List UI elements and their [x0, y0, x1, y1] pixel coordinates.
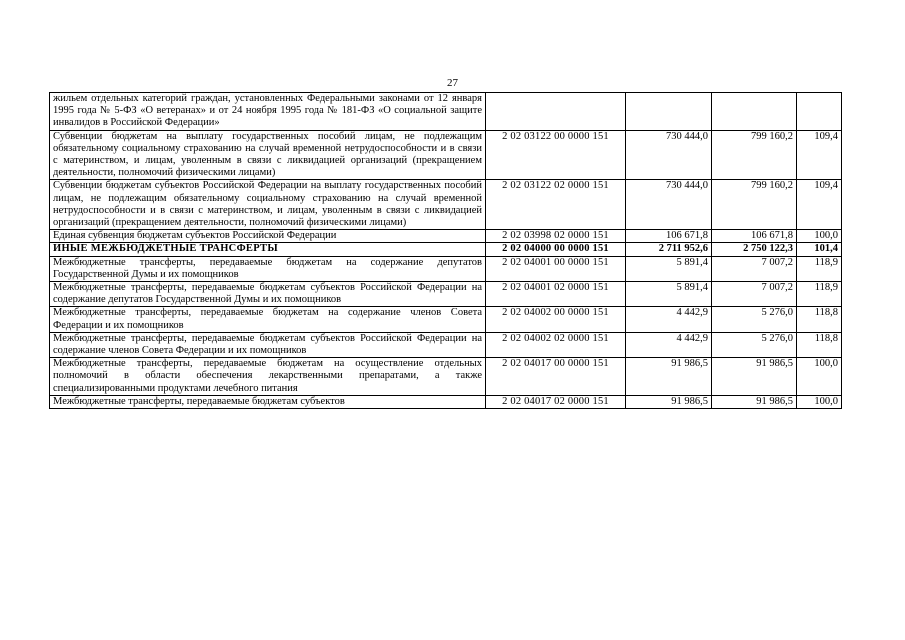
row-plan: 106 671,8	[626, 230, 712, 243]
table-row-section-total	[50, 243, 842, 256]
row-percent: 101,4	[797, 243, 842, 256]
table-row	[50, 230, 842, 243]
row-fact: 2 750 122,3	[712, 243, 797, 256]
row-name: Единая субвенция бюджетам субъектов Российской Федерации	[50, 230, 486, 243]
row-fact: 7 007,2	[712, 282, 797, 307]
row-name: Межбюджетные трансферты, передаваемые бюджетам субъектов Российской Федерации на содержание депутатов Государственной Думы и их помощников	[50, 282, 486, 307]
row-name: Межбюджетные трансферты, передаваемые бюджетам на содержание депутатов Государственной Думы и их помощников	[50, 256, 486, 281]
row-name: Межбюджетные трансферты, передаваемые бюджетам на осуществление отдельных полномочий в области обеспечения лекарственными препаратами, а также специализированными продуктами лечебного питания	[50, 358, 486, 396]
row-percent: 118,9	[797, 256, 842, 281]
row-code: 2 02 03122 02 0000 151	[486, 180, 626, 230]
row-name: Межбюджетные трансферты, передаваемые бюджетам субъектов	[50, 395, 486, 408]
table-row	[50, 395, 842, 408]
row-plan: 730 444,0	[626, 180, 712, 230]
row-name: ИНЫЕ МЕЖБЮДЖЕТНЫЕ ТРАНСФЕРТЫ	[50, 243, 486, 256]
row-code	[486, 93, 626, 131]
row-plan: 4 442,9	[626, 332, 712, 357]
table-row	[50, 256, 842, 281]
row-fact: 106 671,8	[712, 230, 797, 243]
row-percent: 100,0	[797, 230, 842, 243]
row-name: жильем отдельных категорий граждан, установленных Федеральными законами от 12 января 1995 года № 5-ФЗ «О ветеранах» и от 24 ноября 1995 года № 181-ФЗ «О социальной защите инвалидов в Российской Федерации»	[50, 93, 486, 131]
row-plan: 730 444,0	[626, 130, 712, 180]
table-row	[50, 282, 842, 307]
row-fact: 91 986,5	[712, 358, 797, 396]
table-row	[50, 180, 842, 230]
row-percent: 109,4	[797, 180, 842, 230]
row-fact: 799 160,2	[712, 130, 797, 180]
row-code: 2 02 04002 02 0000 151	[486, 332, 626, 357]
row-plan: 2 711 952,6	[626, 243, 712, 256]
row-name: Субвенции бюджетам на выплату государственных пособий лицам, не подлежащим обязательному социальному страхованию на случай временной нетрудоспособности и в связи с материнством, и лицам, уволенным в связи с ликвидацией организаций (прекращением деятельности, полномочий физическими лицами)	[50, 130, 486, 180]
row-name: Межбюджетные трансферты, передаваемые бюджетам субъектов Российской Федерации на содержание членов Совета Федерации и их помощников	[50, 332, 486, 357]
row-code: 2 02 03998 02 0000 151	[486, 230, 626, 243]
row-percent	[797, 93, 842, 131]
row-plan: 5 891,4	[626, 282, 712, 307]
row-fact: 91 986,5	[712, 395, 797, 408]
row-plan: 5 891,4	[626, 256, 712, 281]
row-percent: 100,0	[797, 358, 842, 396]
table-row	[50, 307, 842, 332]
row-percent: 100,0	[797, 395, 842, 408]
row-code: 2 02 04001 00 0000 151	[486, 256, 626, 281]
row-percent: 109,4	[797, 130, 842, 180]
row-code: 2 02 04017 00 0000 151	[486, 358, 626, 396]
row-plan: 91 986,5	[626, 395, 712, 408]
row-plan: 4 442,9	[626, 307, 712, 332]
row-code: 2 02 04002 00 0000 151	[486, 307, 626, 332]
row-name: Субвенции бюджетам субъектов Российской Федерации на выплату государственных пособий лицам, не подлежащим обязательному социальному страхованию на случай временной нетрудоспособности и в связи с материнством, и лицам, уволенным в связи с ликвидацией организаций (прекращением деятельности, полномочий физическими лицами)	[50, 180, 486, 230]
row-code: 2 02 04001 02 0000 151	[486, 282, 626, 307]
row-fact: 5 276,0	[712, 332, 797, 357]
row-name: Межбюджетные трансферты, передаваемые бюджетам на содержание членов Совета Федерации и их помощников	[50, 307, 486, 332]
row-percent: 118,8	[797, 332, 842, 357]
row-fact	[712, 93, 797, 131]
table-row	[50, 93, 842, 131]
row-fact: 799 160,2	[712, 180, 797, 230]
page-number: 27	[447, 77, 458, 89]
row-code: 2 02 03122 00 0000 151	[486, 130, 626, 180]
row-percent: 118,9	[797, 282, 842, 307]
row-code: 2 02 04000 00 0000 151	[486, 243, 626, 256]
table-row	[50, 332, 842, 357]
table-row	[50, 358, 842, 396]
row-fact: 7 007,2	[712, 256, 797, 281]
table-row	[50, 130, 842, 180]
row-percent: 118,8	[797, 307, 842, 332]
row-plan	[626, 93, 712, 131]
row-fact: 5 276,0	[712, 307, 797, 332]
row-code: 2 02 04017 02 0000 151	[486, 395, 626, 408]
budget-table	[49, 92, 842, 409]
row-plan: 91 986,5	[626, 358, 712, 396]
